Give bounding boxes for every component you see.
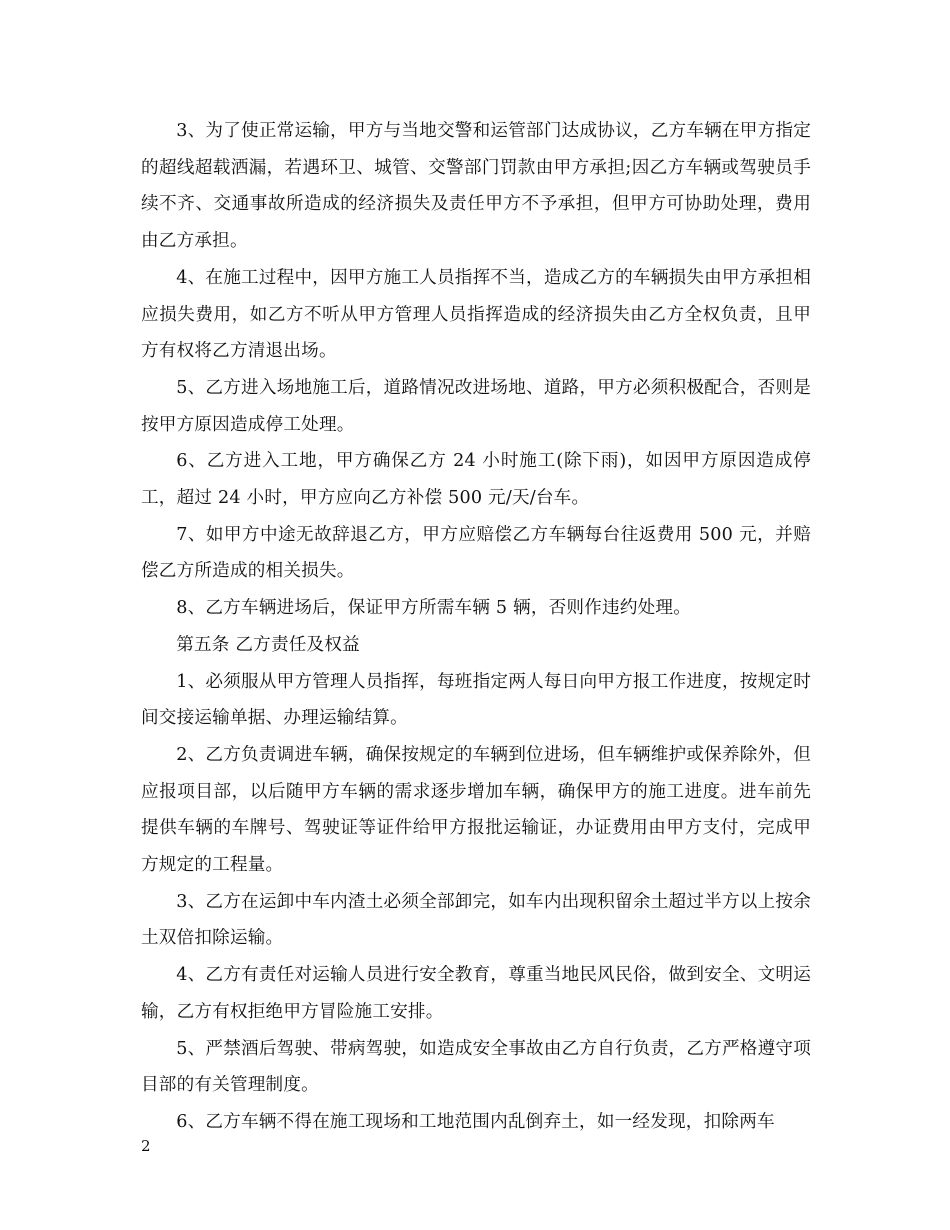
paragraph-clause-3: 3、为了使正常运输，甲方与当地交警和运管部门达成协议，乙方车辆在甲方指定的超线超载洒漏，若遇环卫、城管、交警部门罚款由甲方承担;因乙方车辆或驾驶员手续不齐、交通事故所造成的经济损失及责任甲方不予承担，但甲方可协助处理，费用由乙方承担。 — [141, 121, 811, 252]
section-heading-article-5: 第五条 乙方责任及权益 — [176, 634, 360, 655]
paragraph-b-clause-1: 1、必须服从甲方管理人员指挥，每班指定两人每日向甲方报工作进度，按规定时间交接运输单据、办理运输结算。 — [141, 671, 811, 729]
paragraph-b-clause-2: 2、乙方负责调进车辆，确保按规定的车辆到位进场，但车辆维护或保养除外，但应报项目部，以后随甲方车辆的需求逐步增加车辆，确保甲方的施工进度。进车前先提供车辆的车牌号、驾驶证等证件给甲方报批运输证，办证费用由甲方支付，完成甲方规定的工程量。 — [141, 744, 811, 876]
paragraph-clause-7: 7、如甲方中途无故辞退乙方，甲方应赔偿乙方车辆每台往返费用 500 元，并赔偿乙方所造成的相关损失。 — [141, 524, 811, 582]
paragraph-b-clause-4: 4、乙方有责任对运输人员进行安全教育，尊重当地民风民俗，做到安全、文明运输，乙方有权拒绝甲方冒险施工安排。 — [141, 965, 811, 1022]
document-body — [141, 113, 811, 1141]
paragraph-clause-8: 8、乙方车辆进场后，保证甲方所需车辆 5 辆，否则作违约处理。 — [176, 598, 691, 619]
paragraph-clause-5: 5、乙方进入场地施工后，道路情况改进场地、道路，甲方必须积极配合，否则是按甲方原因造成停工处理。 — [141, 377, 811, 435]
paragraph-clause-6: 6、乙方进入工地，甲方确保乙方 24 小时施工(除下雨)，如因甲方原因造成停工，超过 24 小时，甲方应向乙方补偿 500 元/天/台车。 — [141, 451, 811, 509]
paragraph-b-clause-3: 3、乙方在运卸中车内渣土必须全部卸完，如车内出现积留余土超过半方以上按余土双倍扣除运输。 — [141, 891, 811, 949]
page-number: 2 — [141, 1137, 151, 1155]
paragraph-b-clause-5: 5、严禁酒后驾驶、带病驾驶，如造成安全事故由乙方自行负责，乙方严格遵守项目部的有关管理制度。 — [141, 1038, 811, 1096]
paragraph-b-clause-6: 6、乙方车辆不得在施工现场和工地范围内乱倒弃土，如一经发现，扣除两车 — [176, 1111, 775, 1132]
paragraph-clause-4: 4、在施工过程中，因甲方施工人员指挥不当，造成乙方的车辆损失由甲方承担相应损失费用，如乙方不听从甲方管理人员指挥造成的经济损失由乙方全权负责，且甲方有权将乙方清退出场。 — [141, 267, 811, 362]
